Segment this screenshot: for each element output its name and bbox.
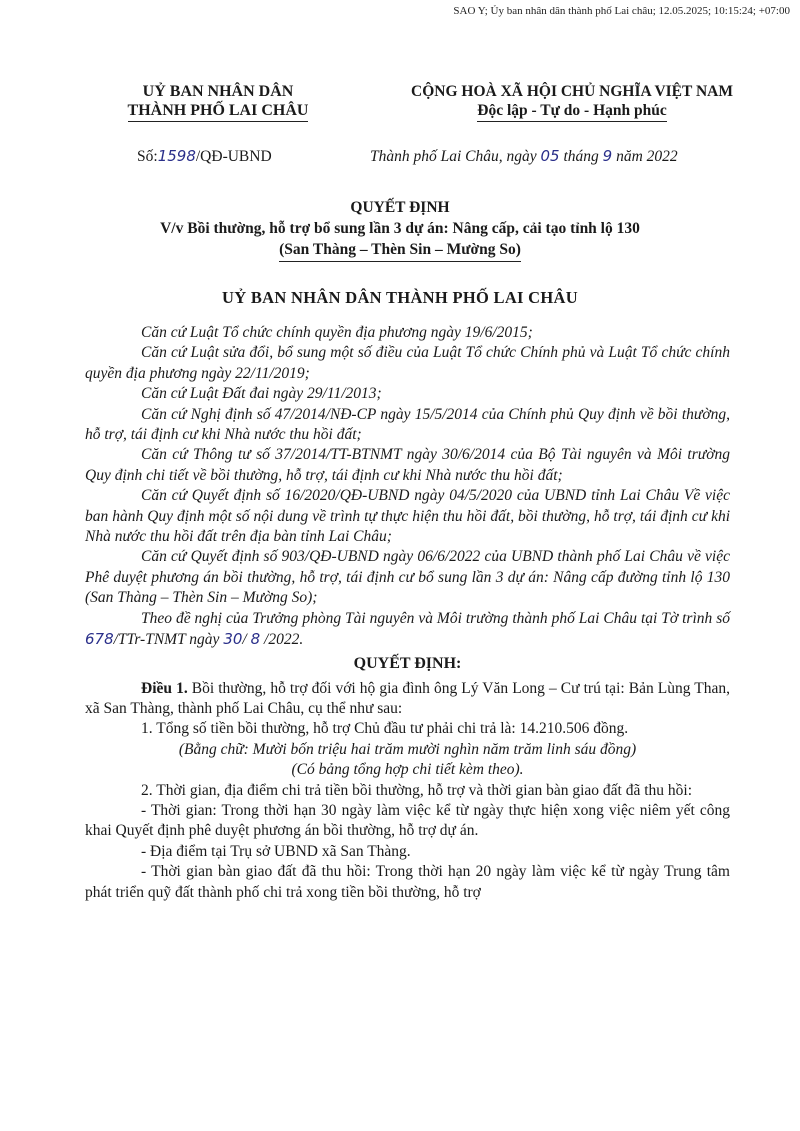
handwritten-month: 9 (602, 147, 613, 165)
title-subject: V/v Bồi thường, hỗ trợ bổ sung lần 3 dự án: Nâng cấp, cải tạo tỉnh lộ 130 (160, 220, 640, 237)
motto: Độc lập - Tự do - Hạnh phúc (477, 101, 666, 122)
article-1-label: Điều 1. (141, 679, 188, 697)
attached-table-note: (Có bảng tổng hợp chi tiết kèm theo). (291, 761, 524, 779)
document-number: Số:1598/QĐ-UBND (137, 147, 272, 165)
legal-basis: Căn cứ Luật Đất đai ngày 29/11/2013; (141, 385, 382, 403)
handwritten-submission-day: 30 (223, 630, 243, 649)
country-name: CỘNG HOÀ XÃ HỘI CHỦ NGHĨA VIỆT NAM (411, 83, 733, 100)
legal-basis: Căn cứ Thông tư số 37/2014/TT-BTNMT ngày 30/6/2014 của Bộ Tài nguyên và Môi trường Quy định chi tiết về bồi thường, hỗ trợ, tái định cư khi Nhà nước thu hồi đất; (85, 446, 730, 484)
handwritten-number: 1598 (157, 147, 196, 165)
legal-basis: Căn cứ Nghị định số 47/2014/NĐ-CP ngày 15/5/2014 của Chính phủ Quy định về bồi thường, hỗ trợ, tái định cư khi Nhà nước thu hồi đất; (85, 405, 730, 444)
issuer-heading: UỶ BAN NHÂN DÂN THÀNH PHỐ LAI CHÂU (222, 288, 578, 307)
legal-basis: Căn cứ Luật Tổ chức chính quyền địa phương ngày 19/6/2015; (141, 324, 533, 341)
agency-line2: THÀNH PHỐ LAI CHÂU (128, 101, 309, 122)
document-title (0, 197, 800, 262)
land-handover-time: - Thời gian bàn giao đất đã thu hồi: Trong thời hạn 20 ngày làm việc kể từ ngày Trung tâm phát triển quỹ đất thành phố chi trả xong tiền bồi thường, hỗ trợ (85, 863, 730, 901)
payment-place: - Địa điểm tại Trụ sở UBND xã San Thàng. (141, 842, 411, 860)
place-date: Thành phố Lai Châu, ngày 05 tháng 9 năm 2022 (370, 147, 678, 165)
document-body (85, 323, 730, 903)
decision-heading: QUYẾT ĐỊNH: (353, 654, 462, 672)
handwritten-submission-number: 678 (85, 630, 114, 649)
article-1-item-2: 2. Thời gian, địa điểm chi trả tiền bồi thường, hỗ trợ và thời gian bàn giao đất đã thu hồi: (141, 781, 693, 799)
issuing-agency-header (88, 82, 348, 122)
legal-basis: Căn cứ Quyết định số 903/QĐ-UBND ngày 06/6/2022 của UBND thành phố Lai Châu về việc Phê duyệt phương án bồi thường, hỗ trợ, tái định cư bổ sung lần 3 dự án: Nâng cấp đường tỉnh lộ 130 (San Thàng – Thèn Sin – Mường So); (85, 548, 730, 607)
national-motto-header (352, 82, 792, 122)
article-1: Điều 1. Bồi thường, hỗ trợ đối với hộ gia đình ông Lý Văn Long – Cư trú tại: Bản Lùng Than, xã San Thàng, thành phố Lai Châu, cụ thể như sau: (85, 679, 731, 717)
payment-time: - Thời gian: Trong thời hạn 30 ngày làm việc kể từ ngày thực hiện xong việc niêm yết công khai Quyết định phê duyệt phương án bồi thường, hỗ trợ dự án. (85, 801, 730, 840)
amount-in-words: (Bằng chữ: Mười bốn triệu hai trăm mười nghìn năm trăm linh sáu đồng) (178, 740, 637, 758)
proposal-paragraph: Theo đề nghị của Trưởng phòng Tài nguyên và Môi trường thành phố Lai Châu tại Tờ trình số 678/TTr-TNMT ngày 30/ 8 /2022. (85, 609, 730, 649)
article-1-item-1: 1. Tổng số tiền bồi thường, hỗ trợ Chủ đầu tư phải chi trả là: 14.210.506 đồng. (141, 720, 629, 738)
handwritten-submission-month: 8 (250, 630, 261, 649)
legal-basis: Căn cứ Quyết định số 16/2020/QĐ-UBND ngày 04/5/2020 của UBND tỉnh Lai Châu Về việc ban hành Quy định một số nội dung về trình tự thực hiện thu hồi đất, bồi thường, hỗ trợ, tái định cư khi Nhà nước thu hồi đất trên địa bàn tỉnh Lai Châu; (85, 487, 730, 546)
handwritten-day: 05 (540, 147, 560, 165)
title-main: QUYẾT ĐỊNH (350, 199, 450, 216)
legal-basis: Căn cứ Luật sửa đổi, bổ sung một số điều của Luật Tổ chức Chính phủ và Luật Tổ chức chính quyền địa phương ngày 22/11/2019; (85, 344, 730, 382)
digital-copy-stamp: SAO Y; Ủy ban nhân dân thành phố Lai châu; 12.05.2025; 10:15:24; +07:00 (453, 5, 790, 17)
agency-line1: UỶ BAN NHÂN DÂN (142, 83, 294, 100)
title-subject-route: (San Thàng – Thèn Sin – Mường So) (279, 239, 521, 262)
